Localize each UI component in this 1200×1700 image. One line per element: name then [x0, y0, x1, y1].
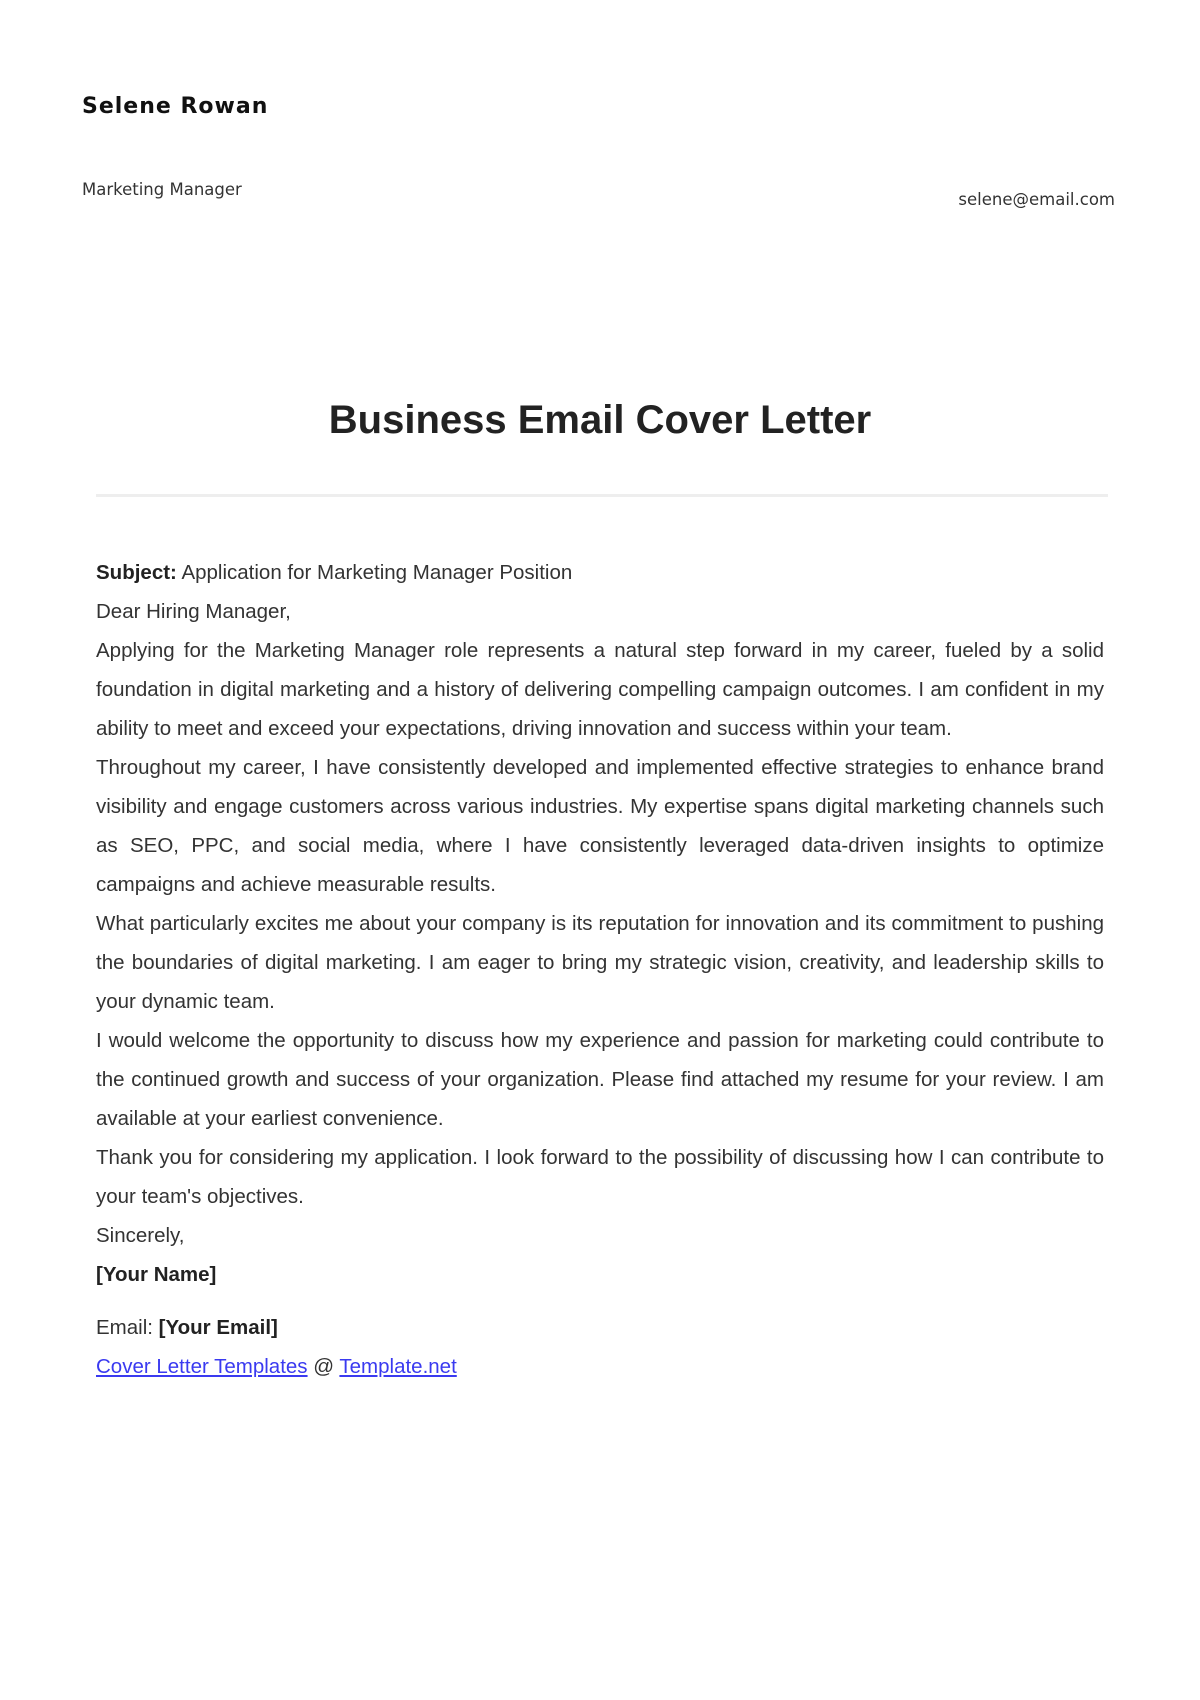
cover-letter-templates-link[interactable]: Cover Letter Templates	[96, 1355, 308, 1378]
paragraph: What particularly excites me about your company is its reputation for innovation and its commitment to pushing the boundaries of digital marketing. I am eager to bring my strategic vision, creativity, and leadership skills to your dynamic team.	[96, 912, 1104, 1013]
signature-email-line	[96, 1308, 1104, 1347]
subject-value: Application for Marketing Manager Position	[176, 561, 573, 584]
letter-body	[96, 553, 1104, 1386]
sender-email: selene@email.com	[958, 190, 1115, 209]
sender-role: Marketing Manager	[82, 180, 242, 199]
subject-line	[96, 553, 1104, 592]
paragraph: Applying for the Marketing Manager role represents a natural step forward in my career, fueled by a solid foundation in digital marketing and a history of delivering compelling campaign outcomes. I am confident in my ability to meet and exceed your expectations, driving innovation and success within your team.	[96, 639, 1104, 740]
footer-attribution	[96, 1347, 1104, 1386]
closing: Sincerely,	[96, 1224, 185, 1247]
email-value: [Your Email]	[158, 1316, 278, 1339]
title-divider	[96, 494, 1108, 497]
document-title: Business Email Cover Letter	[328, 398, 872, 442]
template-net-link[interactable]: Template.net	[339, 1355, 457, 1378]
email-label: Email:	[96, 1316, 159, 1339]
paragraph: Thank you for considering my application. I look forward to the possibility of discussing how I can contribute to your team's objectives.	[96, 1146, 1104, 1208]
signature-name: [Your Name]	[96, 1263, 217, 1286]
sender-name: Selene Rowan	[82, 94, 269, 119]
paragraph: Throughout my career, I have consistently developed and implemented effective strategies to enhance brand visibility and engage customers across various industries. My expertise spans digital marketing channels such as SEO, PPC, and social media, where I have consistently leveraged data-driven insights to optimize campaigns and achieve measurable results.	[96, 756, 1104, 896]
paragraph: I would welcome the opportunity to discuss how my experience and passion for marketing could contribute to the continued growth and success of your organization. Please find attached my resume for your review. I am available at your earliest convenience.	[96, 1029, 1104, 1130]
subject-label: Subject:	[96, 561, 177, 584]
greeting: Dear Hiring Manager,	[96, 600, 291, 623]
footer-separator: @	[307, 1355, 340, 1378]
